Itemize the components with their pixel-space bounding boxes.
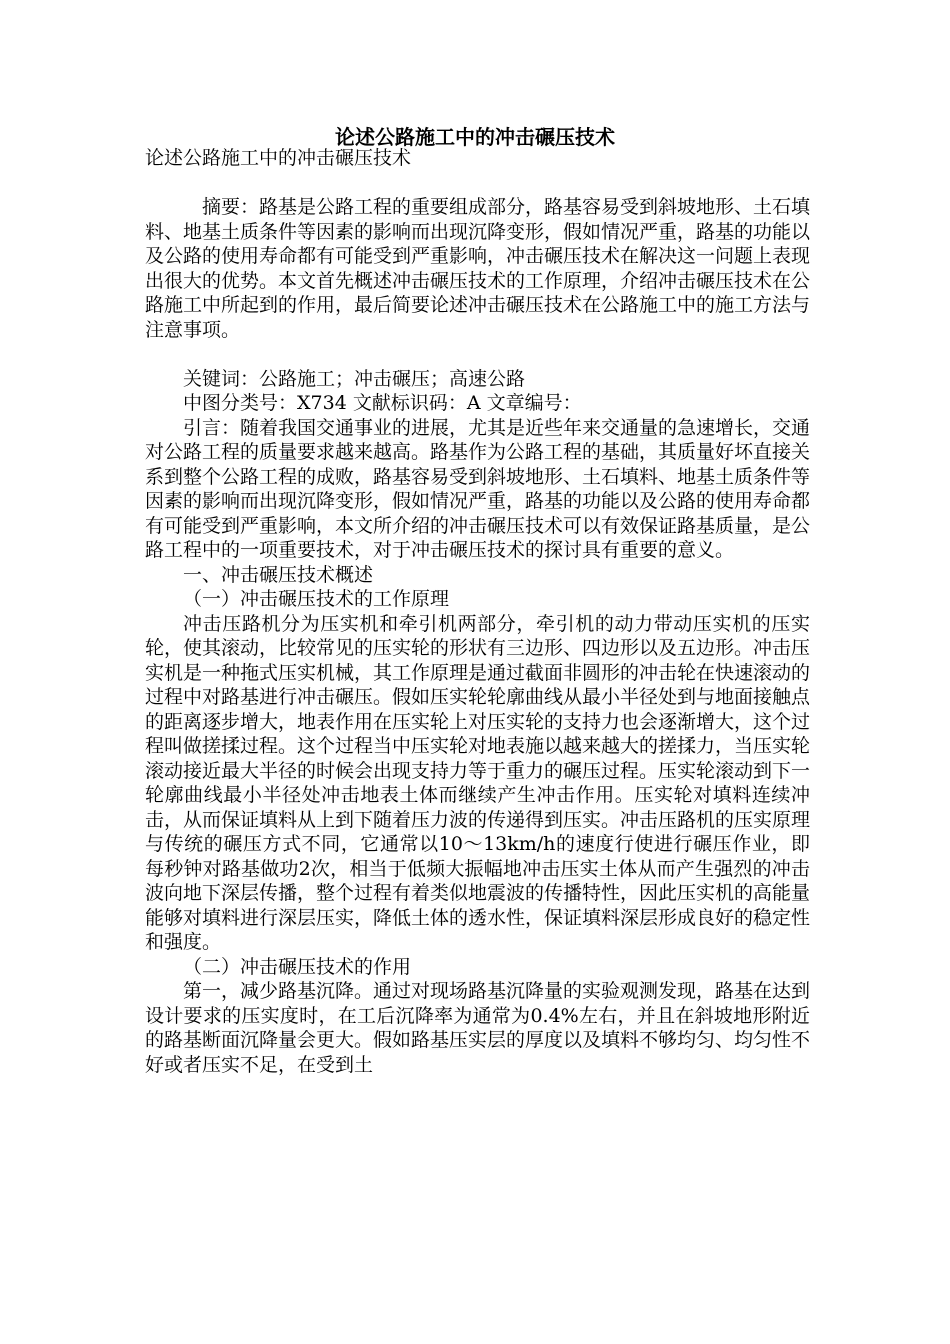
body-paragraph: 第一，减少路基沉降。通过对现场路基沉降量的实验观测发现，路基在达到设计要求的压实度时，在工后沉降率为通常为0.4%左右，并且在斜坡地形附近的路基断面沉降量会更大。假如路基压实层的厚度以及填料不够均匀、均匀性不好或者压实不足，在受到土 — [145, 980, 811, 1076]
section-heading: 一、冲击碾压技术概述 — [183, 563, 374, 586]
body-paragraph: 冲击压路机分为压实机和牵引机两部分，牵引机的动力带动压实机的压实轮，使其滚动，比较常见的压实轮的形状有三边形、四边形以及五边形。冲击压实机是一种拖式压实机械，其工作原理是通过截面非圆形的冲击轮在快速滚动的过程中对路基进行冲击碾压。假如压实轮轮廓曲线从最小半径处到与地面接触点的距离逐步增大，地表作用在压实轮上对压实轮的支持力也会逐渐增大，这个过程叫做搓揉过程。这个过程当中压实轮对地表施以越来越大的搓揉力，当压实轮滚动接近最大半径的时候会出现支持力等于重力的碾压过程。压实轮滚动到下一轮廓曲线最小半径处冲击地表土体而继续产生冲击作用。压实轮对填料连续冲击，从而保证填料从上到下随着压力波的传递得到压实。冲击压路机的压实原理与传统的碾压方式不同，它通常以10～13km/h的速度行使进行碾压作业，即每秒钟对路基做功2次，相当于低频大振幅地冲击压实土体从而产生强烈的冲击波向地下深层传播，整个过程有着类似地震波的传播特性，因此压实机的高能量能够对填料进行深层压实，降低土体的透水性，保证填料深层形成良好的稳定性和强度。 — [145, 612, 811, 953]
blank-line — [145, 171, 810, 196]
blank-line — [145, 342, 810, 367]
subsection-heading: （一）冲击碾压技术的工作原理 — [183, 588, 450, 610]
abstract-paragraph: 摘要：路基是公路工程的重要组成部分，路基容易受到斜坡地形、土石填料、地基土质条件等因素的影响而出现沉降变形，假如情况严重，路基的功能以及公路的使用寿命都有可能受到严重影响，冲击碾压技术在解决这一问题上表现出很大的优势。本文首先概述冲击碾压技术的工作原理，介绍冲击碾压技术在公路施工中所起到的作用，最后简要论述冲击碾压技术在公路施工中的施工方法与注意事项。 — [145, 196, 811, 341]
intro-paragraph: 引言：随着我国交通事业的进展，尤其是近些年来交通量的急速增长，交通对公路工程的质量要求越来越高。路基作为公路工程的基础，其质量好坏直接关系到整个公路工程的成败，路基容易受到斜坡地形、土石填料、地基土质条件等因素的影响而出现沉降变形，假如情况严重，路基的功能以及公路的使用寿命都有可能受到严重影响，本文所介绍的冲击碾压技术可以有效保证路基质量，是公路工程中的一项重要技术，对于冲击碾压技术的探讨具有重要的意义。 — [145, 416, 811, 561]
document-body — [145, 146, 810, 1077]
subsection-heading: （二）冲击碾压技术的作用 — [183, 955, 412, 978]
classification-line: 中图分类号：X734 文献标识码：A 文章编号： — [183, 392, 582, 414]
keywords-line: 关键词：公路施工；冲击碾压；高速公路 — [183, 367, 526, 390]
document-title: 论述公路施工中的冲击碾压技术 — [335, 125, 615, 149]
document-subtitle: 论述公路施工中的冲击碾压技术 — [145, 147, 412, 169]
